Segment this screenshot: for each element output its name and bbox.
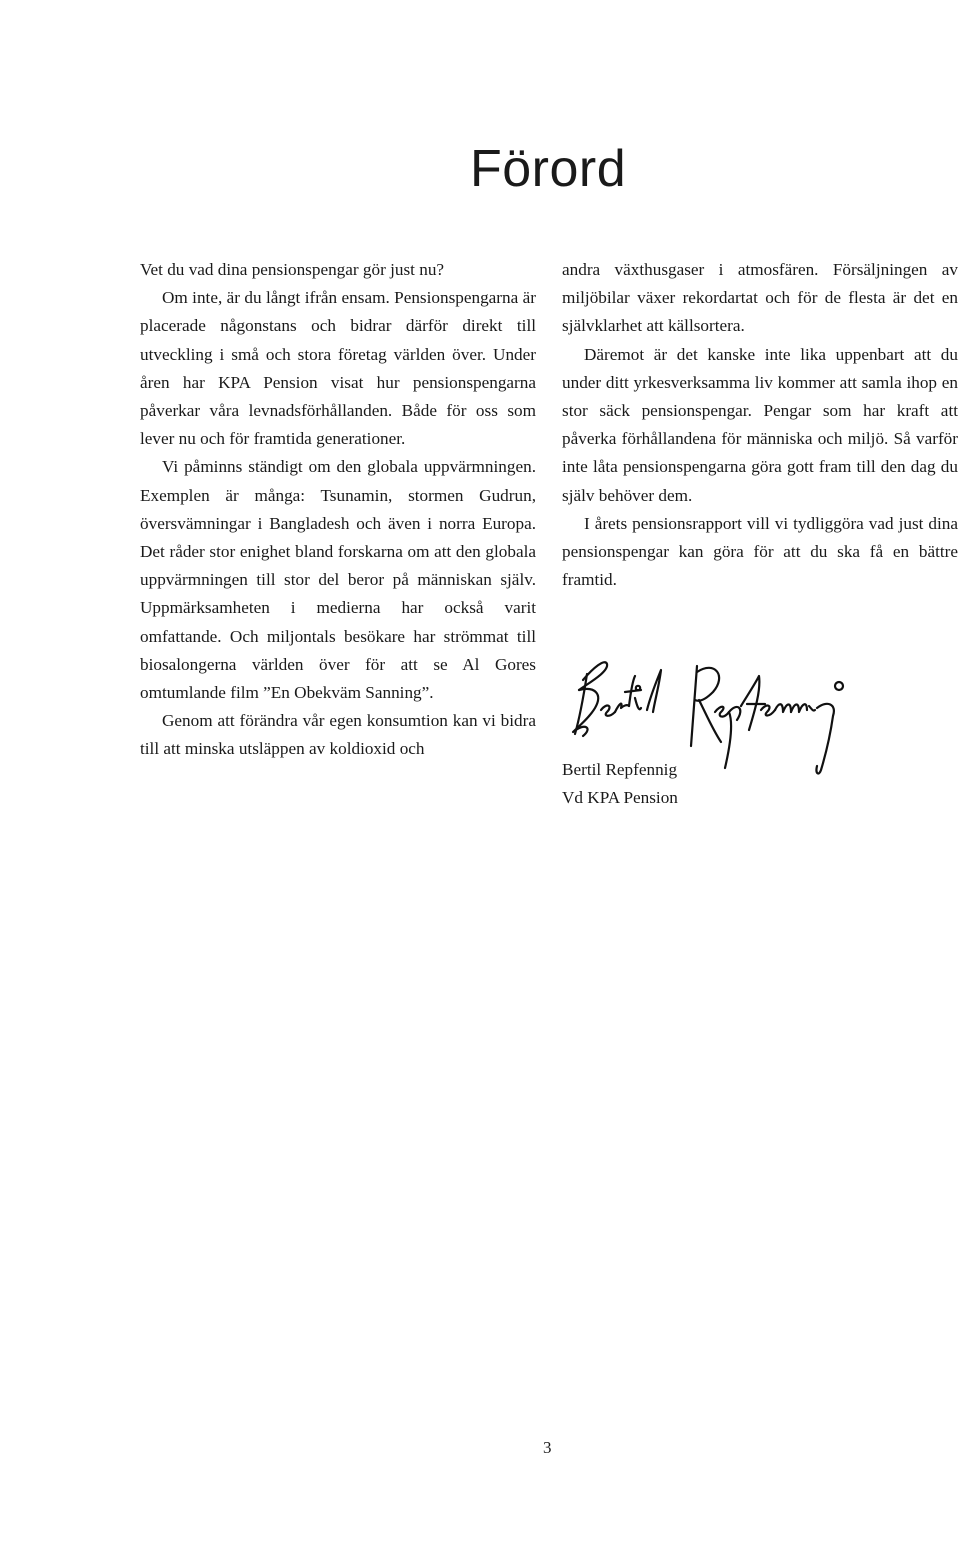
page-title: Förord xyxy=(470,140,627,198)
paragraph-opening-question: Vet du vad dina pensionspengar gör just nu? xyxy=(140,260,445,279)
left-column xyxy=(140,256,536,764)
paragraph-annual-report: I årets pensionsrapport vill vi tydliggöra vad just dina pensionspengar kan göra för att du ska få en bättre framtid. xyxy=(562,513,958,590)
paragraph-pension-investments: Om inte, är du långt ifrån ensam. Pensionspengarna är placerade någonstans och bidrar därför direkt till utveckling i små och stora företag världen över. Under åren har KPA Pension visat hur pensionspengarna påverkar våra levnadsförhållanden. Både för oss som lever nu och för framtida generationer. xyxy=(140,288,536,449)
paragraph-pension-savings: Däremot är det kanske inte lika uppenbart att du under ditt yrkesverksamma liv kommer att samla ihop en stor säck pensionspengar. Pengar som har kraft att påverka förhållandena för människa och miljö. Så varför inte låta pensionspengarna göra gott fram till den dag du själv behöver dem. xyxy=(562,344,958,505)
signatory-name: Bertil Repfennig xyxy=(562,760,678,779)
paragraph-global-warming: Vi påminns ständigt om den globala uppvärmningen. Exemplen är många: Tsunamin, stormen Gudrun, översvämningar i Bangladesh och även i norra Europa. Det råder stor enighet bland forskarna om att den globala uppvärmningen till stor del beror på människan själv. Uppmärksamheten i medierna har också varit omfattande. Och miljontals besökare har strömmat till biosalongerna världen över för att se Al Gores omtumlande film ”En Obekväm Sanning”. xyxy=(140,457,536,703)
paragraph-greenhouse-gases: andra växthusgaser i atmosfären. Försäljningen av miljöbilar växer rekordartat och för de flesta är det en självklarhet att källsortera. xyxy=(562,260,958,336)
signature-block xyxy=(562,756,678,812)
page-number: 3 xyxy=(543,1438,552,1457)
right-column xyxy=(562,256,958,594)
signatory-role: Vd KPA Pension xyxy=(562,788,678,808)
paragraph-consumption: Genom att förändra vår egen konsumtion kan vi bidra till att minska utsläppen av koldioxid och xyxy=(140,711,536,759)
